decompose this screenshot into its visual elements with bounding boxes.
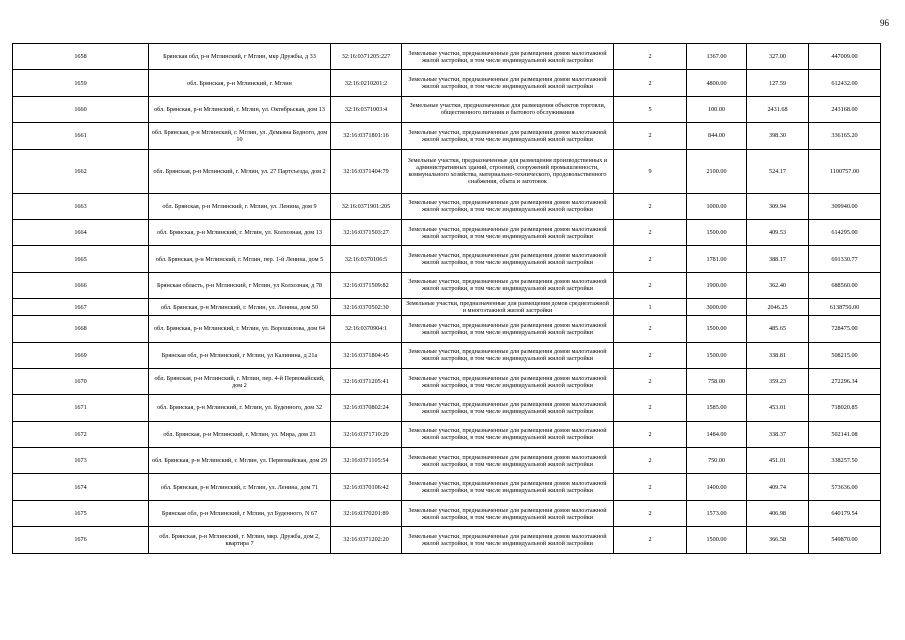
address-cell: обл. Брянская, р-н Мглинский, г. Мглин, ул. Ленина, дом 50 bbox=[149, 299, 331, 316]
group-cell: 2 bbox=[614, 448, 687, 474]
area-cell: 1400.00 bbox=[687, 474, 747, 500]
group-cell: 9 bbox=[614, 149, 687, 193]
cadastral-number-cell: 32:16:0371503:27 bbox=[331, 219, 402, 245]
table-row bbox=[13, 70, 881, 96]
page-number: 96 bbox=[880, 18, 889, 28]
cadastral-value-cell: 243168.00 bbox=[809, 96, 881, 122]
table-row bbox=[13, 149, 881, 193]
address-cell: Брянская обл, р-н Мглинский, г Мглин, мкр Дружбы, д 33 bbox=[149, 44, 331, 70]
cadastral-value-cell: 272296.34 bbox=[809, 368, 881, 394]
table-row bbox=[13, 272, 881, 298]
area-cell: 1500.00 bbox=[687, 342, 747, 368]
row-number-cell: 1674 bbox=[13, 474, 149, 500]
address-cell: обл. Брянская, р-н Мглинский, г. Мглин, пер. 1-й Ленина, дом 5 bbox=[149, 246, 331, 272]
specific-value-cell: 524.17 bbox=[747, 149, 809, 193]
table-row bbox=[13, 342, 881, 368]
row-number-cell: 1669 bbox=[13, 342, 149, 368]
table-row bbox=[13, 448, 881, 474]
cadastral-value-cell: 508215.00 bbox=[809, 342, 881, 368]
specific-value-cell: 359.23 bbox=[747, 368, 809, 394]
address-cell: обл. Брянская, р-н Мглинский, г. Мглин, ул. 27 Партсъезда, дом 2 bbox=[149, 149, 331, 193]
cadastral-value-cell: 718020.85 bbox=[809, 395, 881, 421]
group-cell: 2 bbox=[614, 123, 687, 149]
cadastral-number-cell: 32:16:0371205:227 bbox=[331, 44, 402, 70]
address-cell: обл. Брянская, р-н Мглинский, г. Мглин, ул. Ленина, дом 9 bbox=[149, 193, 331, 219]
cadastral-value-table bbox=[12, 43, 881, 554]
land-purpose-cell: Земельные участки, предназначенные для размещения домов малоэтажной жилой застройки, в том числе индивидуальной жилой застройки bbox=[402, 395, 614, 421]
land-purpose-cell: Земельные участки, предназначенные для размещения домов среднеэтажной и многоэтажной жилой застройки bbox=[402, 299, 614, 316]
land-purpose-cell: Земельные участки, предназначенные для размещения домов малоэтажной жилой застройки, в том числе индивидуальной жилой застройки bbox=[402, 123, 614, 149]
address-cell: обл. Брянская, р-н Мглинский, г. Мглин, ул. Демьяна Бедного, дом 10 bbox=[149, 123, 331, 149]
address-cell: обл. Брянская, р-н Мглинский, г. Мглин, ул. Ленина, дом 71 bbox=[149, 474, 331, 500]
group-cell: 2 bbox=[614, 219, 687, 245]
specific-value-cell: 388.17 bbox=[747, 246, 809, 272]
row-number-cell: 1659 bbox=[13, 70, 149, 96]
specific-value-cell: 362.40 bbox=[747, 272, 809, 298]
group-cell: 2 bbox=[614, 527, 687, 553]
row-number-cell: 1673 bbox=[13, 448, 149, 474]
area-cell: 1573.00 bbox=[687, 500, 747, 526]
land-purpose-cell: Земельные участки, предназначенные для размещения домов малоэтажной жилой застройки, в том числе индивидуальной жилой застройки bbox=[402, 246, 614, 272]
area-cell: 1367.00 bbox=[687, 44, 747, 70]
land-purpose-cell: Земельные участки, предназначенные для размещения производственных и административных зданий, строений, сооружений промышленности, коммунального хозяйства, материально-технического, продовольственного снабжения, сбыта и заготовок bbox=[402, 149, 614, 193]
area-cell: 1500.00 bbox=[687, 527, 747, 553]
address-cell: обл. Брянская, р-н Мглинский, г. Мглин, ул. Октябрьская, дом 13 bbox=[149, 96, 331, 122]
specific-value-cell: 485.65 bbox=[747, 316, 809, 342]
land-purpose-cell: Земельные участки, предназначенные для размещения домов малоэтажной жилой застройки, в том числе индивидуальной жилой застройки bbox=[402, 527, 614, 553]
cadastral-number-cell: 32:16:0371105:54 bbox=[331, 448, 402, 474]
group-cell: 2 bbox=[614, 500, 687, 526]
table-row bbox=[13, 474, 881, 500]
row-number-cell: 1662 bbox=[13, 149, 149, 193]
cadastral-value-cell: 612432.00 bbox=[809, 70, 881, 96]
address-cell: обл. Брянская, р-н Мглинский, г. Мглин, ул. Буденного, дом 32 bbox=[149, 395, 331, 421]
specific-value-cell: 338.37 bbox=[747, 421, 809, 447]
cadastral-value-cell: 338257.50 bbox=[809, 448, 881, 474]
cadastral-number-cell: 32:16:0371901:205 bbox=[331, 193, 402, 219]
specific-value-cell: 309.94 bbox=[747, 193, 809, 219]
row-number-cell: 1660 bbox=[13, 96, 149, 122]
area-cell: 1500.00 bbox=[687, 316, 747, 342]
area-cell: 2100.00 bbox=[687, 149, 747, 193]
cadastral-number-cell: 32:16:0370502:30 bbox=[331, 299, 402, 316]
cadastral-number-cell: 32:16:0371003:4 bbox=[331, 96, 402, 122]
table-row bbox=[13, 368, 881, 394]
specific-value-cell: 398.30 bbox=[747, 123, 809, 149]
cadastral-number-cell: 32:16:0370106:42 bbox=[331, 474, 402, 500]
row-number-cell: 1668 bbox=[13, 316, 149, 342]
cadastral-number-cell: 32:16:0370802:24 bbox=[331, 395, 402, 421]
land-purpose-cell: Земельные участки, предназначенные для размещения объектов торговли, общественного питания и бытового обслуживания bbox=[402, 96, 614, 122]
land-purpose-cell: Земельные участки, предназначенные для размещения домов малоэтажной жилой застройки, в том числе индивидуальной жилой застройки bbox=[402, 316, 614, 342]
group-cell: 1 bbox=[614, 299, 687, 316]
address-cell: обл. Брянская, р-н Мглинский, г. Мглин bbox=[149, 70, 331, 96]
cadastral-value-cell: 691330.77 bbox=[809, 246, 881, 272]
address-cell: обл. Брянская, р-н Мглинский, г. Мглин, ул. Ворошилова, дом 64 bbox=[149, 316, 331, 342]
cadastral-value-cell: 336165.20 bbox=[809, 123, 881, 149]
land-purpose-cell: Земельные участки, предназначенные для размещения домов малоэтажной жилой застройки, в том числе индивидуальной жилой застройки bbox=[402, 448, 614, 474]
cadastral-number-cell: 32:16:0370904:1 bbox=[331, 316, 402, 342]
area-cell: 4800.00 bbox=[687, 70, 747, 96]
group-cell: 2 bbox=[614, 368, 687, 394]
specific-value-cell: 406.98 bbox=[747, 500, 809, 526]
area-cell: 1585.00 bbox=[687, 395, 747, 421]
address-cell: Брянская обл, р-н Мглинский, г Мглин, ул Калинина, д 21а bbox=[149, 342, 331, 368]
group-cell: 2 bbox=[614, 193, 687, 219]
address-cell: обл. Брянская, р-н Мглинский, г. Мглин, мкр. Дружба, дом 2, квартира 7 bbox=[149, 527, 331, 553]
specific-value-cell: 2046.25 bbox=[747, 299, 809, 316]
specific-value-cell: 453.01 bbox=[747, 395, 809, 421]
table-row bbox=[13, 395, 881, 421]
cadastral-value-cell: 549870.00 bbox=[809, 527, 881, 553]
land-purpose-cell: Земельные участки, предназначенные для размещения домов малоэтажной жилой застройки, в том числе индивидуальной жилой застройки bbox=[402, 474, 614, 500]
land-purpose-cell: Земельные участки, предназначенные для размещения домов малоэтажной жилой застройки, в том числе индивидуальной жилой застройки bbox=[402, 193, 614, 219]
area-cell: 1000.00 bbox=[687, 193, 747, 219]
row-number-cell: 1672 bbox=[13, 421, 149, 447]
land-purpose-cell: Земельные участки, предназначенные для размещения домов малоэтажной жилой застройки, в том числе индивидуальной жилой застройки bbox=[402, 44, 614, 70]
row-number-cell: 1666 bbox=[13, 272, 149, 298]
row-number-cell: 1676 bbox=[13, 527, 149, 553]
row-number-cell: 1658 bbox=[13, 44, 149, 70]
cadastral-number-cell: 32:16:0371202:20 bbox=[331, 527, 402, 553]
table-row bbox=[13, 299, 881, 316]
specific-value-cell: 2431.68 bbox=[747, 96, 809, 122]
group-cell: 2 bbox=[614, 316, 687, 342]
cadastral-value-cell: 614295.00 bbox=[809, 219, 881, 245]
group-cell: 5 bbox=[614, 96, 687, 122]
row-number-cell: 1667 bbox=[13, 299, 149, 316]
cadastral-number-cell: 32:16:0210201:2 bbox=[331, 70, 402, 96]
table-row bbox=[13, 193, 881, 219]
table-row bbox=[13, 500, 881, 526]
address-cell: Брянская обл, р-н Мглинский, г Мглин, ул Буденного, N 67 bbox=[149, 500, 331, 526]
cadastral-value-cell: 1100757.00 bbox=[809, 149, 881, 193]
group-cell: 2 bbox=[614, 272, 687, 298]
cadastral-value-cell: 640179.54 bbox=[809, 500, 881, 526]
cadastral-value-cell: 502141.08 bbox=[809, 421, 881, 447]
table-row bbox=[13, 316, 881, 342]
area-cell: 1900.00 bbox=[687, 272, 747, 298]
table-row bbox=[13, 527, 881, 553]
cadastral-number-cell: 32:16:0371804:45 bbox=[331, 342, 402, 368]
cadastral-value-cell: 728475.00 bbox=[809, 316, 881, 342]
row-number-cell: 1663 bbox=[13, 193, 149, 219]
row-number-cell: 1670 bbox=[13, 368, 149, 394]
group-cell: 2 bbox=[614, 70, 687, 96]
area-cell: 100.00 bbox=[687, 96, 747, 122]
group-cell: 2 bbox=[614, 395, 687, 421]
cadastral-value-cell: 6138750.00 bbox=[809, 299, 881, 316]
cadastral-number-cell: 32:16:0370201:89 bbox=[331, 500, 402, 526]
specific-value-cell: 451.01 bbox=[747, 448, 809, 474]
table-row bbox=[13, 96, 881, 122]
group-cell: 2 bbox=[614, 421, 687, 447]
specific-value-cell: 338.81 bbox=[747, 342, 809, 368]
cadastral-value-cell: 447009.00 bbox=[809, 44, 881, 70]
cadastral-number-cell: 32:16:0371710:29 bbox=[331, 421, 402, 447]
specific-value-cell: 127.59 bbox=[747, 70, 809, 96]
area-cell: 844.00 bbox=[687, 123, 747, 149]
cadastral-number-cell: 32:16:0371801:16 bbox=[331, 123, 402, 149]
address-cell: обл. Брянская, р-н Мглинский, г. Мглин, ул. Первомайская, дом 29 bbox=[149, 448, 331, 474]
land-purpose-cell: Земельные участки, предназначенные для размещения домов малоэтажной жилой застройки, в том числе индивидуальной жилой застройки bbox=[402, 272, 614, 298]
group-cell: 2 bbox=[614, 246, 687, 272]
area-cell: 758.00 bbox=[687, 368, 747, 394]
row-number-cell: 1675 bbox=[13, 500, 149, 526]
table-row bbox=[13, 44, 881, 70]
specific-value-cell: 409.74 bbox=[747, 474, 809, 500]
cadastral-number-cell: 32:16:0371404:79 bbox=[331, 149, 402, 193]
area-cell: 750.00 bbox=[687, 448, 747, 474]
land-purpose-cell: Земельные участки, предназначенные для размещения домов малоэтажной жилой застройки, в том числе индивидуальной жилой застройки bbox=[402, 219, 614, 245]
land-purpose-cell: Земельные участки, предназначенные для размещения домов малоэтажной жилой застройки, в том числе индивидуальной жилой застройки bbox=[402, 421, 614, 447]
table-row bbox=[13, 421, 881, 447]
table-row bbox=[13, 219, 881, 245]
specific-value-cell: 409.53 bbox=[747, 219, 809, 245]
area-cell: 1484.00 bbox=[687, 421, 747, 447]
address-cell: обл. Брянская, р-н Мглинский, г. Мглин, пер. 4-й Первомайский, дом 2 bbox=[149, 368, 331, 394]
area-cell: 1781.00 bbox=[687, 246, 747, 272]
table-row bbox=[13, 123, 881, 149]
cadastral-number-cell: 32:16:0371509:82 bbox=[331, 272, 402, 298]
area-cell: 3000.00 bbox=[687, 299, 747, 316]
group-cell: 2 bbox=[614, 474, 687, 500]
row-number-cell: 1671 bbox=[13, 395, 149, 421]
cadastral-value-cell: 573636.00 bbox=[809, 474, 881, 500]
land-purpose-cell: Земельные участки, предназначенные для размещения домов малоэтажной жилой застройки, в том числе индивидуальной жилой застройки bbox=[402, 500, 614, 526]
land-purpose-cell: Земельные участки, предназначенные для размещения домов малоэтажной жилой застройки, в том числе индивидуальной жилой застройки bbox=[402, 368, 614, 394]
table-body bbox=[13, 44, 881, 554]
specific-value-cell: 366.58 bbox=[747, 527, 809, 553]
row-number-cell: 1661 bbox=[13, 123, 149, 149]
cadastral-value-cell: 309940.00 bbox=[809, 193, 881, 219]
land-purpose-cell: Земельные участки, предназначенные для размещения домов малоэтажной жилой застройки, в том числе индивидуальной жилой застройки bbox=[402, 70, 614, 96]
address-cell: Брянская область, р-н Мглинский, г Мглин, ул Колхозная, д 78 bbox=[149, 272, 331, 298]
cadastral-number-cell: 32:16:0370106:5 bbox=[331, 246, 402, 272]
group-cell: 2 bbox=[614, 44, 687, 70]
cadastral-value-cell: 688560.00 bbox=[809, 272, 881, 298]
land-purpose-cell: Земельные участки, предназначенные для размещения домов малоэтажной жилой застройки, в том числе индивидуальной жилой застройки bbox=[402, 342, 614, 368]
area-cell: 1500.00 bbox=[687, 219, 747, 245]
row-number-cell: 1665 bbox=[13, 246, 149, 272]
table-row bbox=[13, 246, 881, 272]
address-cell: обл. Брянская, р-н Мглинский, г. Мглин, ул. Мира, дом 23 bbox=[149, 421, 331, 447]
row-number-cell: 1664 bbox=[13, 219, 149, 245]
group-cell: 2 bbox=[614, 342, 687, 368]
specific-value-cell: 327.00 bbox=[747, 44, 809, 70]
cadastral-number-cell: 32:16:0371205:41 bbox=[331, 368, 402, 394]
address-cell: обл. Брянская, р-н Мглинский, г. Мглин, ул. Колхозная, дом 13 bbox=[149, 219, 331, 245]
